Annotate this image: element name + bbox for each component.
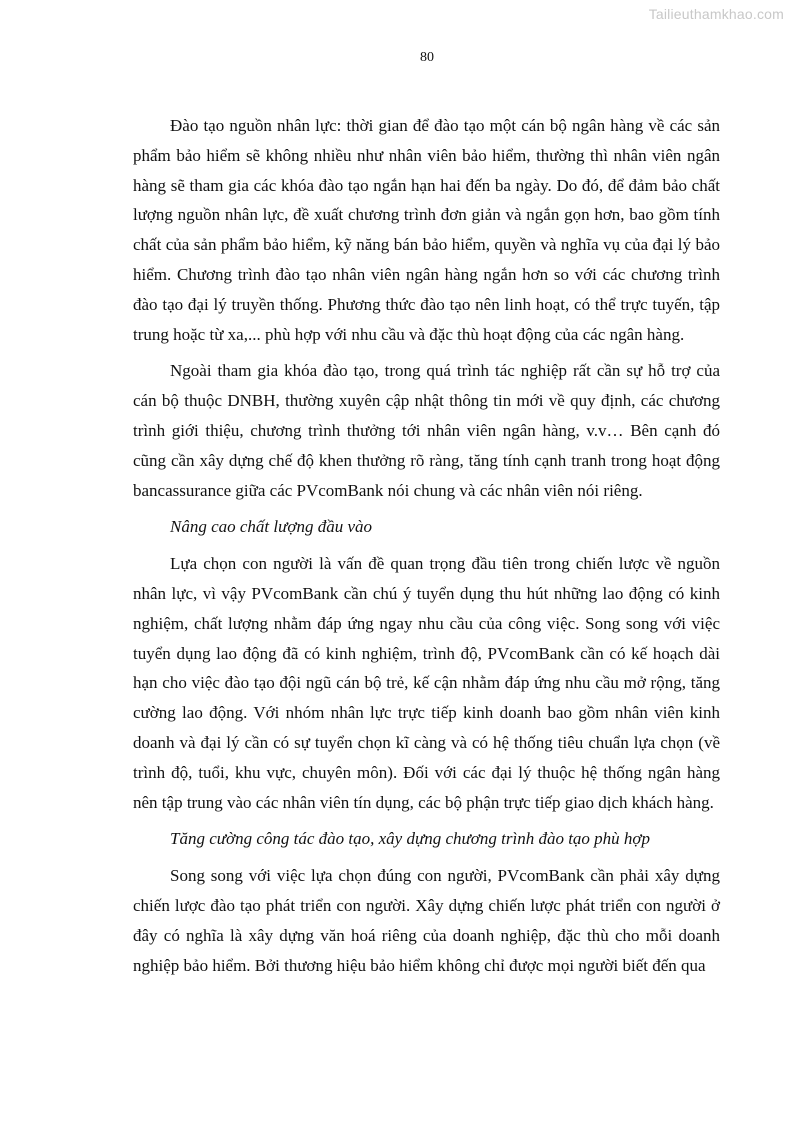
heading-input-quality: Nâng cao chất lượng đầu vào <box>170 517 373 537</box>
paragraph-training-resources: Đào tạo nguồn nhân lực: thời gian để đào tạo một cán bộ ngân hàng về các sản phẩm bảo hiểm sẽ không nhiều như nhân viên bảo hiểm, thường thì nhân viên ngân hàng sẽ tham gia các khóa đào tạo ngắn hạn hai đến ba ngày. Do đó, để đảm bảo chất lượng nguồn nhân lực, đề xuất chương trình đơn giản và ngắn gọn hơn, bao gồm tính chất của sản phẩm bảo hiểm, kỹ năng bán bảo hiểm, quyền và nghĩa vụ của đại lý bảo hiểm. Chương trình đào tạo nhân viên ngân hàng ngắn hơn so với các chương trình đào tạo đại lý truyền thống. Phương thức đào tạo nên linh hoạt, có thể trực tuyến, tập trung hoặc từ xa,... phù hợp với nhu cầu và đặc thù hoạt động của các ngân hàng. <box>133 116 720 344</box>
watermark-text: Tailieuthamkhao.com <box>648 6 784 22</box>
paragraph-support-rewards: Ngoài tham gia khóa đào tạo, trong quá trình tác nghiệp rất cần sự hỗ trợ của cán bộ thuộc DNBH, thường xuyên cập nhật thông tin mới về quy định, các chương trình giới thiệu, chương trình thưởng tới nhân viên ngân hàng, v.v… Bên cạnh đó cũng cần xây dựng chế độ khen thưởng rõ ràng, tăng tính cạnh tranh trong hoạt động bancassurance giữa các PVcomBank nói chung và các nhân viên nói riêng. <box>133 361 720 500</box>
document-body <box>133 111 720 987</box>
paragraph-development-strategy: Song song với việc lựa chọn đúng con người, PVcomBank cần phải xây dựng chiến lược đào tạo phát triển con người. Xây dựng chiến lược phát triển con người ở đây có nghĩa là xây dựng văn hoá riêng của doanh nghiệp, đặc thù cho mỗi doanh nghiệp bảo hiểm. Bởi thương hiệu bảo hiểm không chỉ được mọi người biết đến qua <box>133 866 720 975</box>
heading-training-program: Tăng cường công tác đào tạo, xây dựng chương trình đào tạo phù hợp <box>170 829 650 849</box>
paragraph-recruitment: Lựa chọn con người là vấn đề quan trọng đầu tiên trong chiến lược về nguồn nhân lực, vì vậy PVcomBank cần chú ý tuyển dụng thu hút những lao động có kinh nghiệm, chất lượng nhằm đáp ứng ngay nhu cầu của công việc. Song song với việc tuyển dụng lao động đã có kinh nghiệm, trình độ, PVcomBank cần có kế hoạch dài hạn cho việc đào tạo đội ngũ cán bộ trẻ, kế cận nhằm đáp ứng nhu cầu mở rộng, tăng cường lao động. Với nhóm nhân lực trực tiếp kinh doanh bao gồm nhân viên kinh doanh và đại lý cần có sự tuyển chọn kĩ càng và có hệ thống tiêu chuẩn lựa chọn (về trình độ, tuổi, khu vực, chuyên môn). Đối với các đại lý thuộc hệ thống ngân hàng nên tập trung vào các nhân viên tín dụng, các bộ phận trực tiếp giao dịch khách hàng. <box>133 554 720 812</box>
page-number: 80 <box>420 50 434 65</box>
